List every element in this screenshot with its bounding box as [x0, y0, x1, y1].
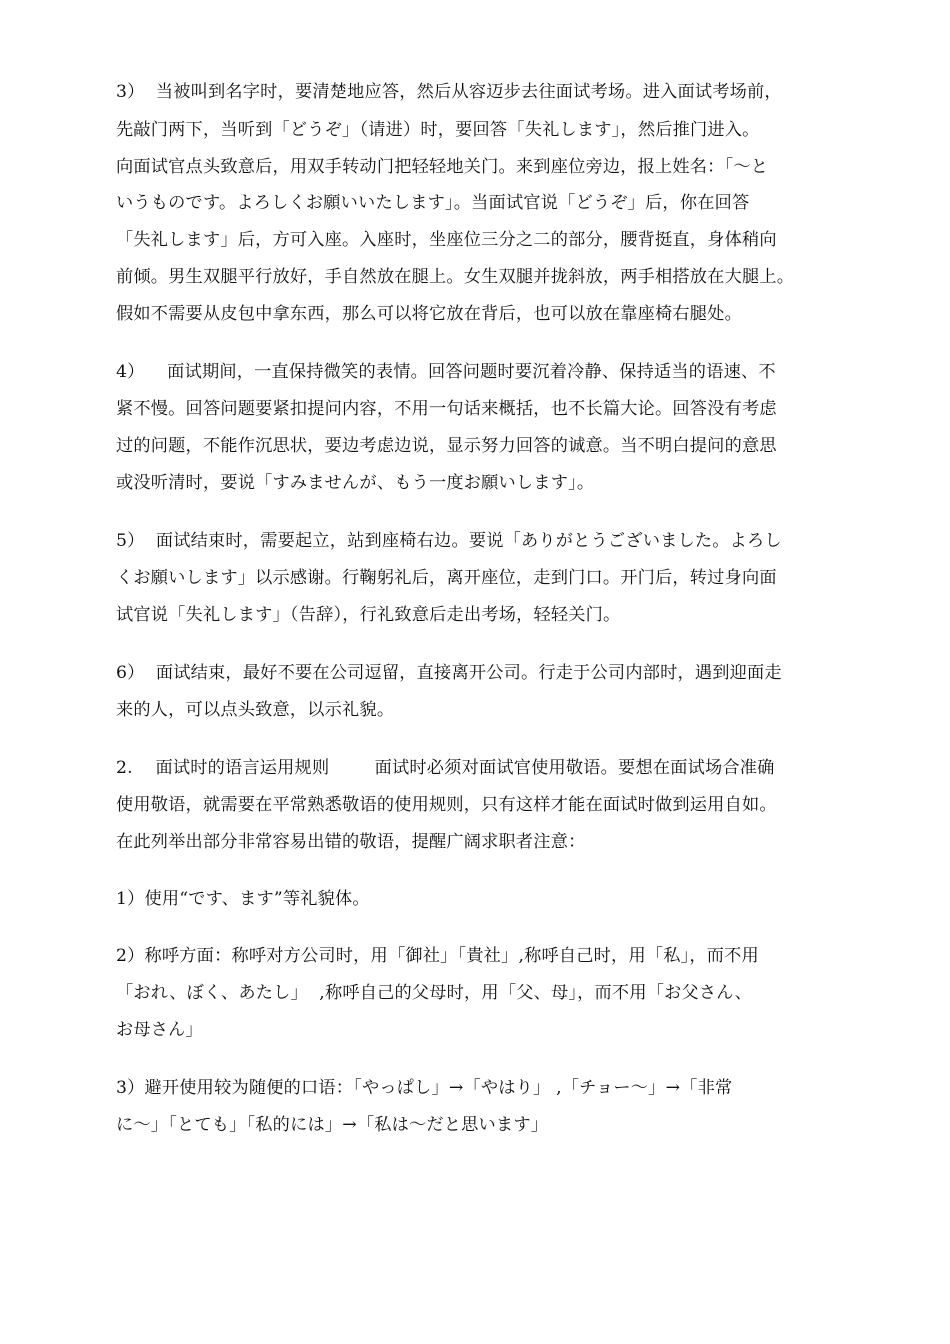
text-line: 4） 面试期间，一直保持微笑的表情。回答问题时要沉着冷静、保持适当的语速、不: [116, 362, 776, 382]
text-line: 5） 面试结束时，需要起立，站到座椅右边。要说「ありがとうございました。よろし: [116, 531, 782, 551]
text-line: 在此列举出部分非常容易出错的敬语，提醒广阔求职者注意：: [116, 832, 586, 852]
text-line: お母さん」: [116, 1020, 203, 1040]
text-line: 向面试官点头致意后，用双手转动门把轻轻地关门。来到座位旁边，报上姓名：「～と: [116, 157, 769, 177]
text-line: 紧不慢。回答问题要紧扣提问内容，不用一句话来概括，也不长篇大论。回答没有考虑: [116, 399, 777, 419]
text-line: 「おれ、ぼく、あたし」 ,称呼自己的父母时，用「父、母」，而不用「お父さん、: [116, 983, 753, 1003]
text-line: に～」「とても」「私的には」→「私は～だと思います」: [116, 1115, 549, 1135]
text-line: 1）使用“です、ます”等礼貌体。: [116, 889, 370, 909]
text-line: 使用敬语，就需要在平常熟悉敬语的使用规则，只有这样才能在面试时做到运用自如。: [116, 795, 777, 815]
text-line: 或没听清时，要说「すみませんが、もう一度お願いします」。: [116, 473, 595, 493]
text-line: 试官说「失礼します」（告辞），行礼致意后走出考场，轻轻关门。: [116, 605, 621, 625]
text-line: 6） 面试结束，最好不要在公司逗留，直接离开公司。行走于公司内部时，遇到迎面走: [116, 663, 782, 683]
text-line: いうものです。よろしくお願いいたします」。当面试官说「どうぞ」后，你在回答: [116, 193, 750, 213]
text-line: 先敲门两下，当听到「どうぞ」（请进）时，要回答「失礼します」，然后推门进入。: [116, 120, 760, 140]
text-line: 来的人，可以点头致意，以示礼貌。: [116, 700, 395, 720]
text-line: 2）称呼方面：称呼对方公司时，用「御社」「貴社」,称呼自己时，用「私」，而不用: [116, 946, 759, 966]
text-line: 3）避开使用较为随便的口语：「やっぱし」→「やはり」 ,「チョー～」→「非常: [116, 1078, 733, 1098]
text-line: 2. 面试时的语言运用规则 面试时必须对面试官使用敬语。要想在面试场合准确: [116, 758, 775, 778]
text-line: 过的问题，不能作沉思状，要边考虑边说，显示努力回答的诚意。当不明白提问的意思: [116, 436, 777, 456]
text-line: 「失礼します」后，方可入座。入座时，坐座位三分之二的部分，腰背挺直，身体稍向: [116, 230, 777, 250]
text-line: くお願いします」以示感谢。行鞠躬礼后，离开座位，走到门口。开门后，转过身向面: [116, 568, 777, 588]
text-line: 3） 当被叫到名字时，要清楚地应答，然后从容迈步去往面试考场。进入面试考场前，: [116, 82, 782, 102]
text-line: 假如不需要从皮包中拿东西，那么可以将它放在背后，也可以放在靠座椅右腿处。: [116, 304, 742, 324]
text-line: 前倾。男生双腿平行放好，手自然放在腿上。女生双腿并拢斜放，两手相搭放在大腿上。: [116, 267, 795, 287]
